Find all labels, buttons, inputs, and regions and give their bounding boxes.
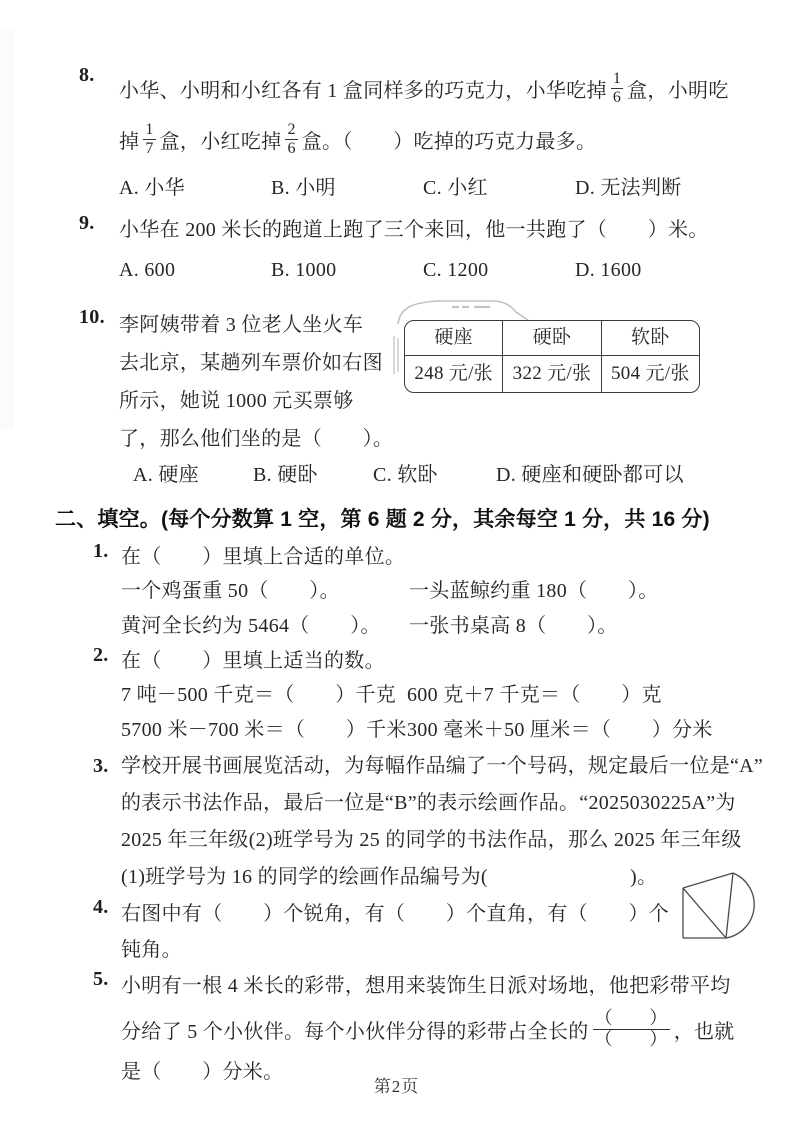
fare-header-hard-sleeper: 硬卧: [502, 321, 600, 355]
fare-header-hard-seat: 硬座: [434, 327, 473, 348]
question-text: 分给了 5 个小伙伴。每个小伙伴分得的彩带占全长的: [121, 1020, 589, 1043]
fare-table-value-row: [405, 355, 699, 392]
fill-1-row-1: [121, 574, 741, 609]
question-number: 4.: [93, 896, 109, 918]
option-b: B. 小明: [271, 177, 336, 199]
question-9-options: [119, 254, 741, 286]
option-c: C. 软卧: [373, 464, 438, 486]
fraction-1-7: $\frac{1}{7}$: [145, 120, 154, 157]
fraction-1-6: $\frac{1}{6}$: [612, 69, 622, 106]
page-number: 第2页: [373, 1077, 420, 1096]
question-10: [79, 306, 741, 492]
question-text: 小华在 200 米长的跑道上跑了三个来回，他一共跑了（ ）米。: [119, 219, 709, 241]
question-text: 右图中有（ ）个锐角，有（ ）个直角，有（ ）个: [121, 903, 670, 925]
question-number: 9.: [79, 212, 95, 234]
question-number: 3.: [93, 755, 109, 777]
question-number: 5.: [93, 968, 109, 990]
option-b: B. 1000: [271, 259, 337, 281]
question-text: 盒。（ ）吃掉的巧克力最多。: [301, 130, 597, 153]
blank-item: 一头蓝鲸约重 180（ ）。: [409, 580, 659, 602]
fill-1-row-2: [121, 609, 741, 644]
question-text: 去北京，某趟列车票价如右图: [119, 352, 383, 374]
question-text: 钝角。: [121, 939, 182, 961]
question-text: 掉: [119, 130, 140, 153]
option-d: D. 硬座和硬卧都可以: [496, 464, 684, 486]
question-text: 了，那么他们坐的是（ ）。: [119, 428, 394, 450]
blank-item: 7 吨－500 千克＝（ ）千克: [121, 684, 397, 706]
question-text: 所示，她说 1000 元买票够: [119, 390, 354, 412]
fare-table: [404, 320, 700, 393]
option-b: B. 硬卧: [253, 464, 318, 486]
question-text: (1)班学号为 16 的同学的绘画作品编号为( )。: [121, 866, 658, 888]
blank-item: 300 毫米＋50 厘米＝（ ）分米: [407, 719, 713, 741]
question-number: 10.: [79, 306, 105, 328]
fraction-2-6: $\frac{2}{6}$: [287, 120, 296, 157]
fare-soft-sleeper-price: 504 元/张: [601, 355, 699, 392]
question-text: 学校开展书画展览活动，为每幅作品编了一个号码，规定最后一位是“A”: [121, 755, 764, 777]
question-10-options: [119, 458, 741, 492]
fill-2-row-2: [121, 713, 741, 748]
fill-question-2: [93, 644, 741, 748]
option-d: D. 无法判断: [575, 177, 682, 199]
option-a: A. 小华: [119, 177, 185, 199]
question-text: ，也就: [673, 1020, 735, 1043]
option-a: A. 600: [119, 259, 176, 281]
scan-edge-shade: [0, 30, 14, 430]
question-text: 的表示书法作品，最后一位是“B”的表示绘画作品。“2025030225A”为: [121, 792, 736, 814]
question-text: 是（ ）分米。: [121, 1061, 284, 1083]
option-c: C. 1200: [423, 259, 489, 281]
question-number: 2.: [93, 644, 109, 666]
fill-question-1: [93, 540, 741, 644]
question-9: [79, 212, 741, 286]
option-d: D. 1600: [575, 259, 642, 281]
question-8: [79, 64, 741, 204]
blank-item: 一张书桌高 8（ ）。: [409, 615, 618, 637]
fare-hard-sleeper-price: 322 元/张: [502, 355, 600, 392]
fare-hard-seat-price: 248 元/张: [405, 355, 502, 392]
question-text: 在（ ）里填上适当的数。: [121, 650, 385, 672]
question-number: 1.: [93, 540, 109, 562]
question-text: 李阿姨带着 3 位老人坐火车: [119, 314, 364, 336]
question-number: 8.: [79, 64, 95, 86]
question-text: 在（ ）里填上合适的单位。: [121, 546, 406, 568]
angles-figure: [669, 870, 787, 965]
option-c: C. 小红: [423, 177, 488, 199]
blank-item: 600 克＋7 千克＝（ ）克: [407, 684, 662, 706]
question-text: 盒，小红吃掉: [159, 130, 282, 153]
blank-item: 5700 米－700 米＝（ ）千米: [121, 719, 407, 741]
question-text: 2025 年三年级(2)班学号为 25 的同学的书法作品，那么 2025 年三年级: [121, 829, 742, 851]
question-8-line-1: [119, 64, 741, 112]
blank-item: 一个鸡蛋重 50（ ）。: [121, 580, 340, 602]
question-8-options: [119, 172, 741, 204]
question-text: 小明有一根 4 米长的彩带，想用来装饰生日派对场地，他把彩带平均: [121, 975, 731, 997]
fare-header-soft-sleeper: 软卧: [601, 321, 699, 355]
fill-2-row-1: [121, 678, 741, 713]
question-5-line-2: [121, 1004, 741, 1054]
question-text: 小华、小明和小红各有 1 盒同样多的巧克力，小华吃掉: [119, 79, 607, 102]
blank-item: 黄河全长约为 5464（ ）。: [121, 615, 381, 637]
fill-question-3: [93, 748, 764, 896]
fare-table-header-row: [405, 321, 699, 355]
question-10-text: [119, 306, 404, 458]
question-8-line-2: [119, 112, 741, 166]
blank-fraction: $\frac{( )}{( )}$: [594, 1007, 668, 1049]
fill-question-4: [93, 896, 741, 968]
question-text: 盒，小明吃: [627, 79, 729, 102]
option-a: A. 硬座: [133, 464, 199, 486]
section-2-heading: 二、填空。(每个分数算 1 空，第 6 题 2 分，其余每空 1 分，共 16 分): [55, 508, 710, 531]
